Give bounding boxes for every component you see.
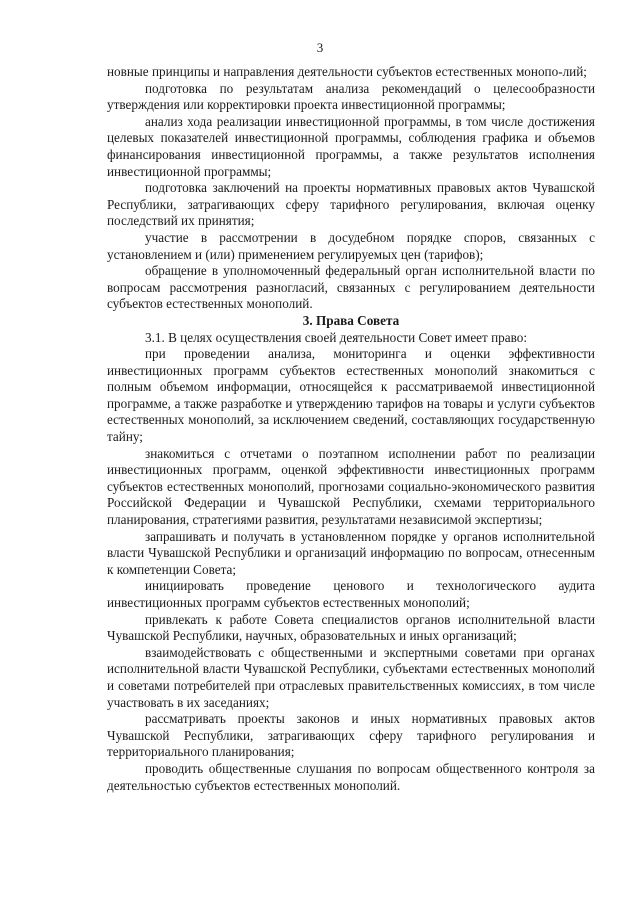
page-number: 3 [316,40,324,55]
paragraph: запрашивать и получать в установленном порядке у органов исполнительной власти Чувашской Республики и организаций информацию по вопросам, отнесенным к компетенции Совета; [107,528,595,577]
paragraph: взаимодействовать с общественными и экспертными советами при органах исполнительной власти Чувашской Республики, субъектами естественных монополий и советами потребителей при отраслевых правительственных комиссиях, в том числе участвовать в их заседаниях; [107,644,595,710]
section-heading: 3. Права Совета [302,312,400,328]
paragraph: 3.1. В целях осуществления своей деятельности Совет имеет право: [145,329,527,345]
paragraph: подготовка по результатам анализа рекомендаций о целесообразности утверждения или корректировки проекта инвестиционной программы; [107,80,595,113]
paragraph: знакомиться с отчетами о поэтапном исполнении работ по реализации инвестиционных программ, оценкой эффективности инвестиционных программ субъектов естественных монополий, прогнозами социально-экономического развития Российской Федерации и Чувашской Республики, схемами территориального планирования, стратегиями развития, результатами независимой экспертизы; [107,445,595,528]
paragraph: привлекать к работе Совета специалистов органов исполнительной власти Чувашской Республики, научных, образовательных и иных организаций; [107,611,595,644]
paragraph: обращение в уполномоченный федеральный орган исполнительной власти по вопросам рассмотрения разногласий, связанных с регулированием деятельности субъектов естественных монополий. [107,263,595,312]
paragraph: подготовка заключений на проекты нормативных правовых актов Чувашской Республики, затрагивающих сферу тарифного регулирования, включая оценку последствий их принятия; [107,180,595,229]
paragraph: анализ хода реализации инвестиционной программы, в том числе достижения целевых показателей инвестиционной программы, соблюдения графика и объемов финансирования инвестиционной программы, а также результатов исполнения инвестиционной программы; [107,113,595,179]
document-body [107,64,595,794]
paragraph: новные принципы и направления деятельности субъектов естественных монопо-лий; [107,64,587,79]
paragraph: участие в рассмотрении в досудебном порядке споров, связанных с установлением и (или) применением регулируемых цен (тарифов); [107,229,595,262]
paragraph: при проведении анализа, мониторинга и оценки эффективности инвестиционных программ субъектов естественных монополий знакомиться с полным объемом информации, относящейся к рассматриваемой инвестиционной программе, а также разработке и утверждению тарифов на товары и услуги субъектов естественных монополий, за исключением сведений, составляющих государственную тайну; [107,346,595,445]
paragraph: проводить общественные слушания по вопросам общественного контроля за деятельностью субъектов естественных монополий. [107,760,595,793]
paragraph: инициировать проведение ценового и технологического аудита инвестиционных программ субъектов естественных монополий; [107,578,595,610]
paragraph: рассматривать проекты законов и иных нормативных правовых актов Чувашской Республики, затрагивающих сферу тарифного регулирования и территориального планирования; [107,711,595,760]
